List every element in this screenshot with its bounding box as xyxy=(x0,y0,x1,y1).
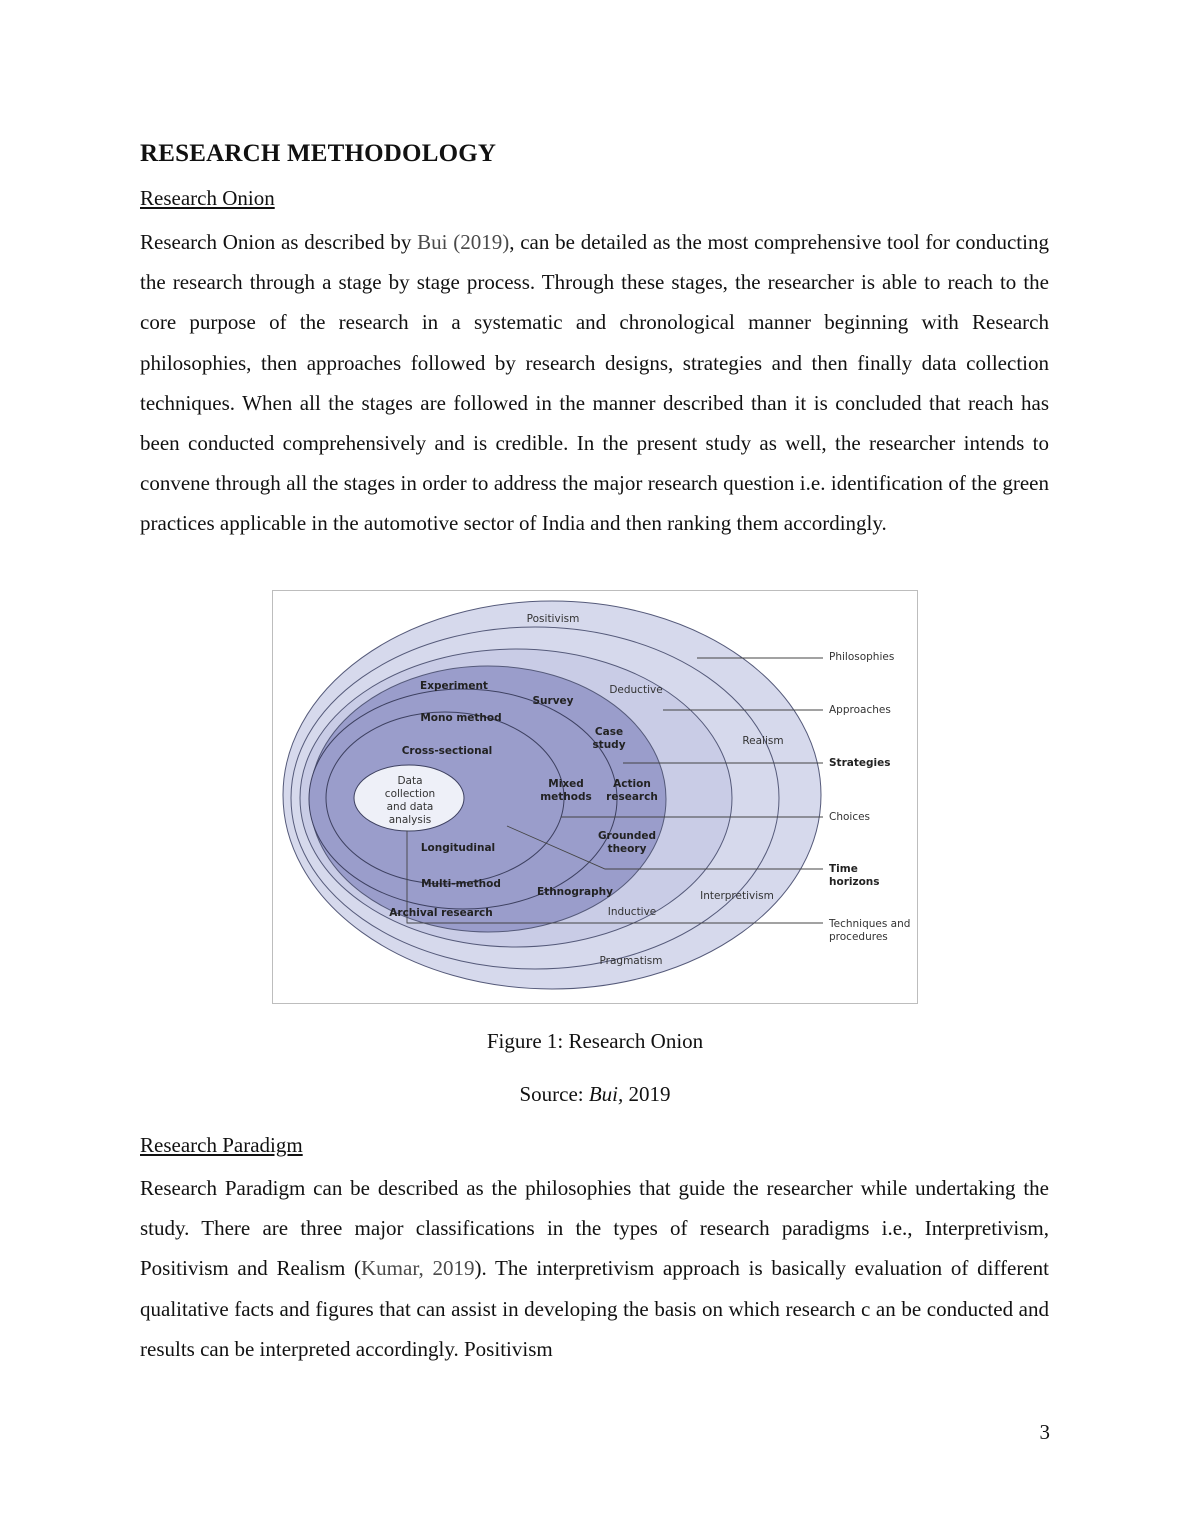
label-realism: Realism xyxy=(742,735,784,747)
label-cross-sectional: Cross-sectional xyxy=(401,745,493,757)
paragraph-text: Research Onion as described by xyxy=(140,230,418,254)
label-grounded-2: theory xyxy=(607,843,647,855)
label-deductive: Deductive xyxy=(609,684,663,696)
right-label-tech-1: Techniques and xyxy=(829,918,911,930)
paragraph-text: ). The interpretivism approach is basically evaluation of different qualitative facts and figures that can assist in developing the basis on which research c an be conducted and results can be interpreted accordingly. Positivism xyxy=(140,1256,1049,1361)
section-title-research-onion: Research Onion xyxy=(140,186,275,210)
page-heading: RESEARCH METHODOLOGY xyxy=(140,140,497,167)
label-mono-method: Mono method xyxy=(420,712,502,724)
paragraph-text: Research Paradigm can be described as the philosophies that guide the researcher while undertaking the study. There are three major classifications in the types of research paradigms i.e., Interpretivism, Positivism and Realism ( xyxy=(140,1176,1049,1281)
label-core-4: analysis xyxy=(388,814,432,826)
section-title-research-paradigm: Research Paradigm xyxy=(140,1133,303,1157)
label-mixed-1: Mixed xyxy=(548,778,584,790)
label-ethnography: Ethnography xyxy=(537,886,613,898)
citation-kumar: Kumar, 2019 xyxy=(361,1256,475,1281)
label-interpretivism: Interpretivism xyxy=(700,890,774,902)
label-case-study-2: study xyxy=(592,739,626,751)
label-archival: Archival research xyxy=(389,907,493,919)
label-case-study-1: Case xyxy=(594,726,624,738)
source-author: Bui, xyxy=(588,1082,624,1106)
label-core-2: collection xyxy=(384,788,436,800)
label-action-1: Action xyxy=(613,778,651,790)
citation-bui: Bui (2019) xyxy=(417,230,510,254)
label-grounded-1: Grounded xyxy=(597,830,657,842)
figure-caption: Figure 1: Research Onion xyxy=(486,1029,704,1053)
right-label-philosophies: Philosophies xyxy=(829,651,895,663)
label-pragmatism: Pragmatism xyxy=(599,955,663,967)
label-mixed-2: methods xyxy=(540,791,592,803)
right-label-approaches: Approaches xyxy=(829,704,891,716)
source-label: Source: xyxy=(519,1082,589,1106)
page-number: 3 xyxy=(1039,1420,1050,1444)
paragraph-text: , can be detailed as the most comprehensive tool for conducting the research through a stage by stage process. Through these stages, the researcher is able to reach to the core purpose of the research in a systematic and chronological manner beginning with Research philosophies, then approaches followed by research designs, strategies and then finally data collection techniques. When all the stages are followed in the manner described than it is concluded that reach has been conducted comprehensively and is credible. In the present study as well, the researcher intends to convene through all the stages in order to address the major research question i.e. identification of the green practices applicable in the automotive sector of India and then ranking them accordingly. xyxy=(140,230,1049,536)
label-positivism: Positivism xyxy=(526,613,580,625)
research-paradigm-paragraph xyxy=(140,1168,1049,1369)
onion-diagram xyxy=(273,591,917,1003)
label-longitudinal: Longitudinal xyxy=(420,842,496,854)
label-multi-method: Multi-method xyxy=(421,878,501,890)
research-onion-figure xyxy=(272,590,918,1004)
label-action-2: research xyxy=(606,791,658,803)
source-year: 2019 xyxy=(623,1082,671,1106)
figure-source xyxy=(0,1082,1190,1107)
label-inductive: Inductive xyxy=(607,906,657,918)
label-core-3: and data xyxy=(386,801,434,813)
label-survey: Survey xyxy=(532,695,574,707)
right-label-tech-2: procedures xyxy=(829,931,888,943)
right-label-strategies: Strategies xyxy=(829,757,891,769)
right-label-choices: Choices xyxy=(829,811,871,823)
label-core-1: Data xyxy=(397,775,423,787)
right-label-time-2: horizons xyxy=(829,876,880,888)
research-onion-paragraph xyxy=(140,222,1049,544)
label-experiment: Experiment xyxy=(420,680,488,692)
right-label-time-1: Time xyxy=(829,863,858,875)
